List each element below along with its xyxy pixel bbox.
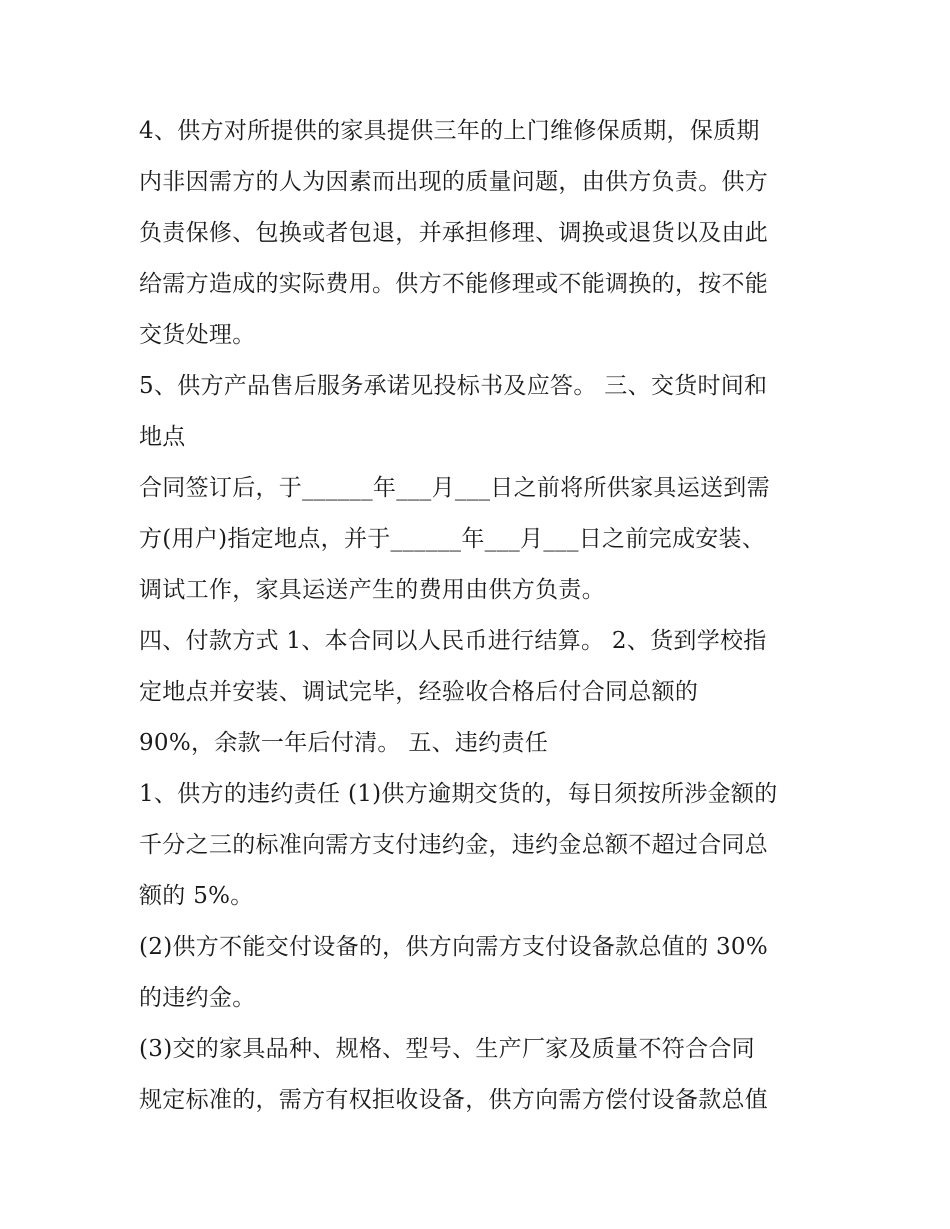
text-line: 的违约金。 (139, 985, 256, 1011)
text-line: 额的 5%。 (139, 883, 254, 909)
text-line: 负责保修、包换或者包退，并承担修理、调换或退货以及由此 (139, 220, 769, 246)
text-line: 规定标准的，需方有权拒收设备，供方向需方偿付设备款总值 (139, 1087, 769, 1113)
text-line: 千分之三的标准向需方支付违约金，违约金总额不超过合同总 (139, 832, 769, 858)
text-line: 5、供方产品售后服务承诺见投标书及应答。 三、交货时间和 (139, 373, 768, 399)
text-line: 地点 (139, 424, 186, 450)
text-line: 内非因需方的人为因素而出现的质量问题，由供方负责。供方 (139, 169, 769, 195)
text-line: 交货处理。 (139, 322, 256, 348)
text-line: 方(用户)指定地点，并于______年___月___日之前完成安装、 (139, 526, 766, 552)
text-line: 4、供方对所提供的家具提供三年的上门维修保质期，保质期 (139, 118, 760, 144)
text-line: 四、付款方式 1、本合同以人民币进行结算。 2、货到学校指 (139, 628, 767, 654)
contract-text-body (139, 106, 829, 1126)
text-line: 给需方造成的实际费用。供方不能修理或不能调换的，按不能 (139, 271, 769, 297)
text-line: (3)交的家具品种、规格、型号、生产厂家及质量不符合合同 (139, 1036, 755, 1062)
text-line: (2)供方不能交付设备的，供方向需方支付设备款总值的 30% (139, 934, 769, 960)
text-line: 合同签订后，于______年___月___日之前将所供家具运送到需 (139, 475, 770, 501)
text-line: 90%，余款一年后付清。 五、违约责任 (139, 730, 549, 756)
text-line: 调试工作，家具运送产生的费用由供方负责。 (139, 577, 605, 603)
text-line: 定地点并安装、调试完毕，经验收合格后付合同总额的 (139, 679, 699, 705)
text-line: 1、供方的违约责任 (1)供方逾期交货的，每日须按所涉金额的 (139, 781, 778, 807)
